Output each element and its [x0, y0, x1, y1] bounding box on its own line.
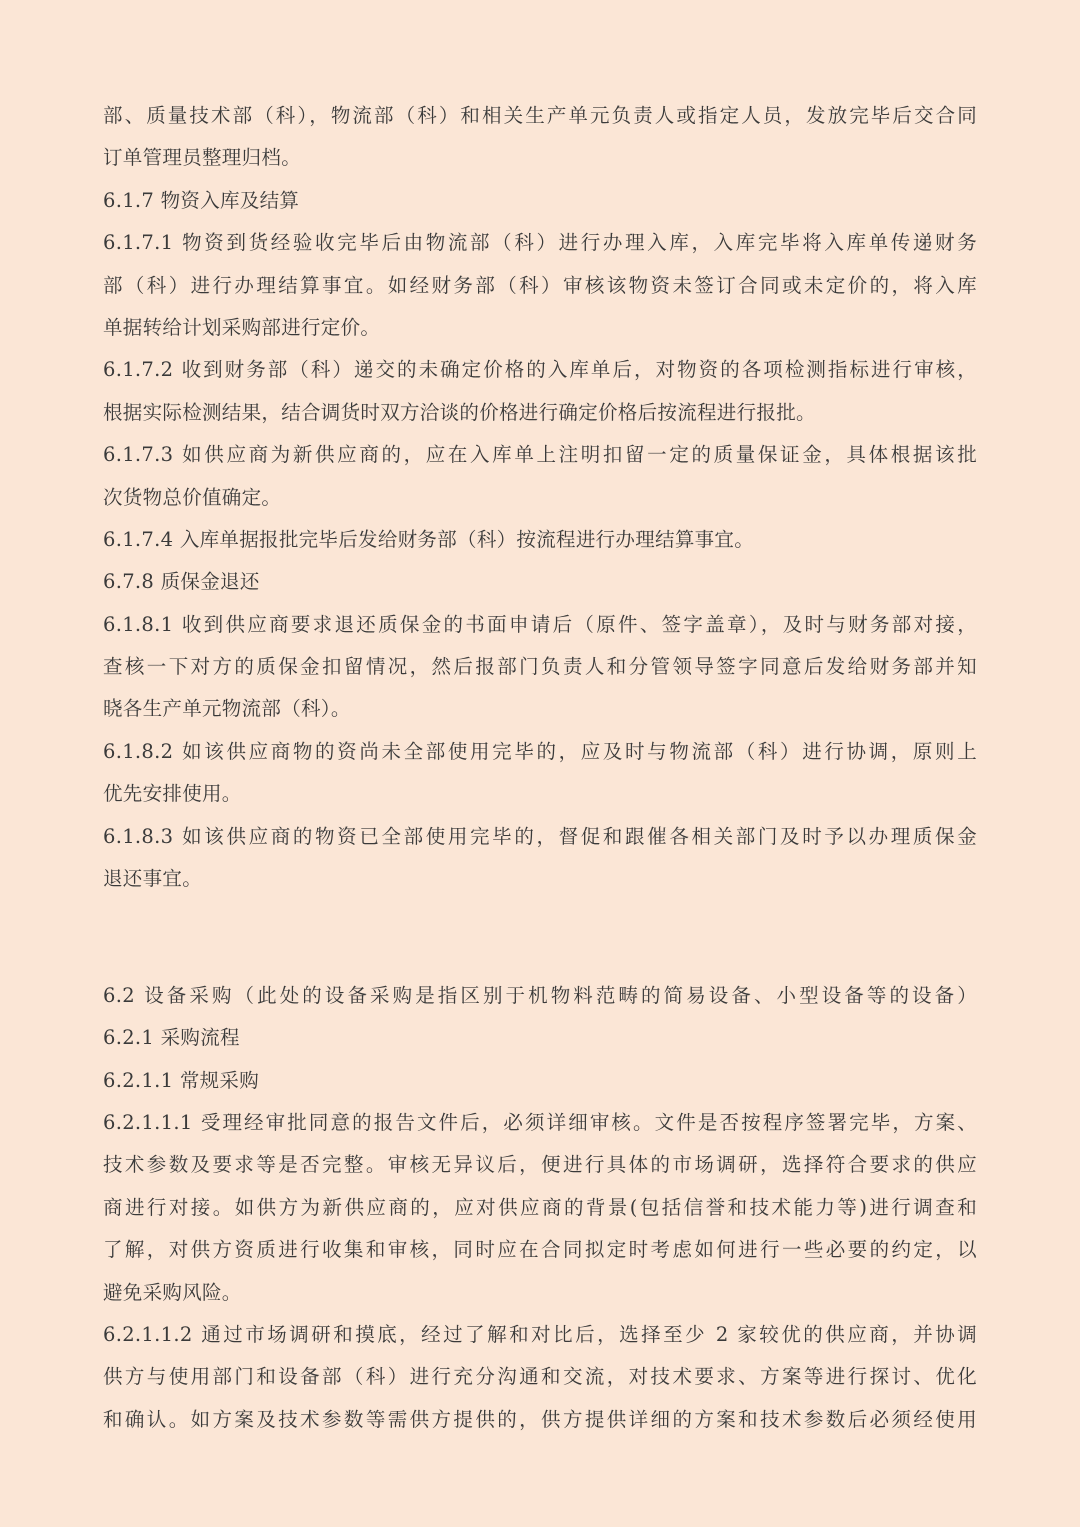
paragraph-line: 6.1.7 物资入库及结算: [103, 188, 300, 212]
paragraph-line: 根据实际检测结果，结合调货时双方洽谈的价格进行确定价格后按流程进行报批。: [103, 400, 816, 424]
paragraph-line: 6.2.1.1.2 通过市场调研和摸底，经过了解和对比后，选择至少 2 家较优的供应商，并协调: [103, 1322, 977, 1346]
paragraph-line: 6.1.7.4 入库单据报批完毕后发给财务部（科）按流程进行办理结算事宜。: [103, 527, 755, 551]
paragraph-line: 6.2.1.1 常规采购: [103, 1068, 260, 1092]
paragraph-line: 6.1.7.2 收到财务部（科）递交的未确定价格的入库单后，对物资的各项检测指标进行审核，: [103, 358, 977, 382]
paragraph-line: 技术参数及要求等是否完整。审核无异议后，便进行具体的市场调研，选择符合要求的供应: [103, 1153, 977, 1177]
paragraph-line: 6.1.7.3 如供应商为新供应商的，应在入库单上注明扣留一定的质量保证金，具体根据该批: [103, 443, 977, 467]
paragraph-line: 优先安排使用。: [103, 782, 242, 806]
paragraph-line: 6.2.1 采购流程: [103, 1026, 240, 1050]
blank-line: [103, 916, 977, 958]
paragraph-line: 部（科）进行办理结算事宜。如经财务部（科）审核该物资未签订合同或未定价的，将入库: [103, 273, 977, 297]
document-body: [103, 95, 977, 1441]
paragraph-line: 避免采购风险。: [103, 1280, 242, 1304]
paragraph-line: 次货物总价值确定。: [103, 485, 282, 509]
paragraph-line: 订单管理员整理归档。: [103, 146, 302, 170]
paragraph-line: 供方与使用部门和设备部（科）进行充分沟通和交流，对技术要求、方案等进行探讨、优化: [103, 1365, 977, 1389]
paragraph-line: 6.1.7.1 物资到货经验收完毕后由物流部（科）进行办理入库，入库完毕将入库单传递财务: [103, 231, 977, 255]
paragraph-line: 商进行对接。如供方为新供应商的，应对供应商的背景(包括信誉和技术能力等)进行调查和: [103, 1195, 977, 1219]
paragraph-line: 退还事宜。: [103, 867, 203, 891]
paragraph-line: 6.1.8.3 如该供应商的物资已全部使用完毕的，督促和跟催各相关部门及时予以办理质保金: [103, 824, 977, 848]
paragraph-line: 晓各生产单元物流部（科）。: [103, 697, 351, 721]
paragraph-line: 查核一下对方的质保金扣留情况，然后报部门负责人和分管领导签字同意后发给财务部并知: [103, 655, 977, 679]
paragraph-line: 部、质量技术部（科），物流部（科）和相关生产单元负责人或指定人员，发放完毕后交合同: [103, 104, 977, 127]
paragraph-line: 6.2.1.1.1 受理经审批同意的报告文件后，必须详细审核。文件是否按程序签署完毕，方案、: [103, 1110, 977, 1134]
paragraph-line: 了解，对供方资质进行收集和审核，同时应在合同拟定时考虑如何进行一些必要的约定，以: [103, 1238, 977, 1262]
paragraph-line: 6.1.8.1 收到供应商要求退还质保金的书面申请后（原件、签字盖章），及时与财务部对接，: [103, 612, 977, 636]
paragraph-line: 6.2 设备采购（此处的设备采购是指区别于机物料范畴的简易设备、小型设备等的设备）: [103, 983, 977, 1007]
paragraph-line: 6.1.8.2 如该供应商物的资尚未全部使用完毕的，应及时与物流部（科）进行协调，原则上: [103, 739, 977, 763]
paragraph-line: 6.7.8 质保金退还: [103, 570, 260, 594]
paragraph-line: 和确认。如方案及技术参数等需供方提供的，供方提供详细的方案和技术参数后必须经使用: [103, 1407, 977, 1431]
paragraph-line: 单据转给计划采购部进行定价。: [103, 315, 381, 339]
